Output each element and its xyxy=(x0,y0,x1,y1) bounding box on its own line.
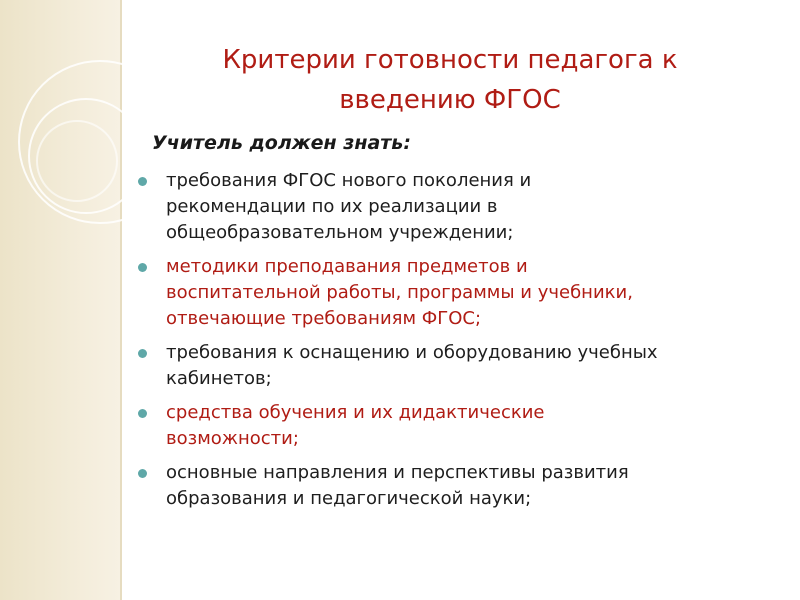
list-item-line: воспитательной работы, программы и учебники, xyxy=(166,282,633,303)
bullet-dot-icon xyxy=(138,177,147,186)
list-item xyxy=(132,168,772,246)
criteria-list xyxy=(132,168,772,520)
list-item xyxy=(132,340,772,392)
list-item-line: отвечающие требованиям ФГОС; xyxy=(166,308,482,329)
list-item-line: общеобразовательном учреждении; xyxy=(166,222,514,243)
list-item-line: требования к оснащению и оборудованию учебных xyxy=(166,342,658,363)
list-item-line: средства обучения и их дидактические xyxy=(166,402,545,423)
list-item xyxy=(132,254,772,332)
list-item-line: рекомендации по их реализации в xyxy=(166,196,498,217)
slide-title xyxy=(150,40,750,120)
list-item-line: основные направления и перспективы развития xyxy=(166,462,629,483)
bullet-dot-icon xyxy=(138,263,147,272)
slide-title-line-2: введению ФГОС xyxy=(339,85,561,115)
bullet-dot-icon xyxy=(138,469,147,478)
list-item-line: методики преподавания предметов и xyxy=(166,256,528,277)
list-item xyxy=(132,460,772,512)
bullet-dot-icon xyxy=(138,409,147,418)
bullet-dot-icon xyxy=(138,349,147,358)
subheading: Учитель должен знать: xyxy=(152,132,411,154)
list-item-line: требования ФГОС нового поколения и xyxy=(166,170,532,191)
list-item-line: образования и педагогической науки; xyxy=(166,488,532,509)
list-item-line: кабинетов; xyxy=(166,368,272,389)
list-item-line: возможности; xyxy=(166,428,299,449)
slide-title-line-1: Критерии готовности педагога к xyxy=(222,45,678,75)
decorative-ring-icon xyxy=(36,120,118,202)
list-item xyxy=(132,400,772,452)
